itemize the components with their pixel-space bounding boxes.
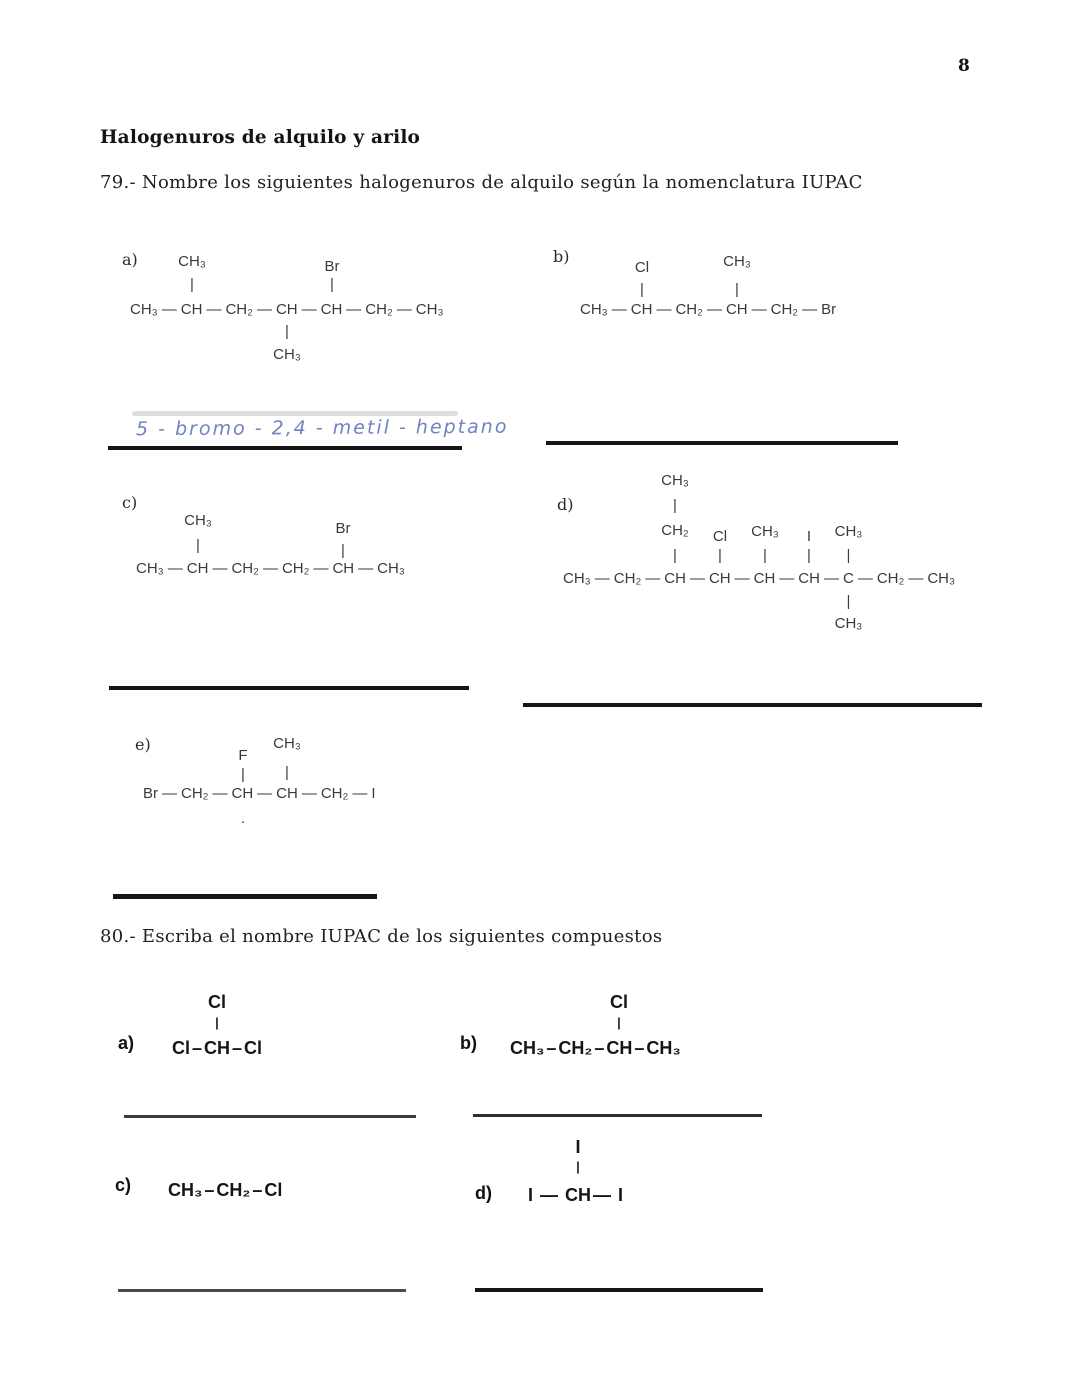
structure-item-label: a) xyxy=(122,250,138,269)
bond-dash: – xyxy=(546,1038,557,1058)
bond-dash: – xyxy=(204,1180,215,1200)
formula-chain xyxy=(563,570,955,587)
answer-line-q80a xyxy=(124,1115,416,1118)
atom-group: CH₂ xyxy=(231,560,259,577)
bond-dash: — xyxy=(301,301,317,318)
bond-vertical: | xyxy=(807,547,811,564)
formula-chain xyxy=(510,1038,681,1059)
substituent-group: CH₃ xyxy=(273,735,301,752)
atom-group: CH xyxy=(753,570,776,587)
substituent-group: Cl xyxy=(208,992,226,1012)
bond-vertical: | xyxy=(673,547,677,564)
substituent-group: I xyxy=(806,528,812,545)
atom-group: CH₃ xyxy=(415,301,444,318)
q80-prompt: 80.- Escriba el nombre IUPAC de los siguientes compuestos xyxy=(100,926,663,947)
bond-dash: – xyxy=(252,1180,263,1200)
atom-group: I xyxy=(618,1185,624,1205)
bond-dash: — xyxy=(857,570,873,587)
bond-vertical: | xyxy=(846,593,851,610)
atom-group: CH₃ xyxy=(563,570,591,587)
bond-vertical: | xyxy=(196,537,200,554)
section-heading: Halogenuros de alquilo y arilo xyxy=(100,127,421,148)
bond-dash: – xyxy=(634,1038,645,1058)
bond-dash: — xyxy=(751,301,767,318)
atom-group: CH xyxy=(725,301,748,318)
substituent-group: CH₃ xyxy=(661,472,689,489)
bond-vertical: | xyxy=(673,497,677,514)
atom-group: CH xyxy=(664,570,686,587)
handwritten-answer: 5 - bromo - 2,4 - metil - heptano xyxy=(135,415,509,441)
atom-group: Br xyxy=(821,301,837,318)
bond-dash: — xyxy=(162,785,177,802)
atom-group: CH₂ xyxy=(365,301,393,318)
structure-item-label: c) xyxy=(115,1175,132,1195)
atom-group: CH₃ xyxy=(136,560,164,577)
bond-vertical: | xyxy=(763,547,767,564)
bond-dash: — xyxy=(593,1185,617,1205)
substituent-group: CH₃ xyxy=(178,253,206,270)
formula-chain xyxy=(136,560,405,577)
bond-dash: — xyxy=(346,301,362,318)
bond-dash: – xyxy=(232,1038,243,1058)
substituent-group: CH₃ xyxy=(834,523,863,540)
atom-group: CH xyxy=(180,301,203,318)
bond-dash: — xyxy=(645,570,661,587)
bond-dash: — xyxy=(689,570,705,587)
formula-chain xyxy=(172,1038,262,1059)
bond-dash: – xyxy=(594,1038,605,1058)
atom-group: CH xyxy=(204,1038,231,1058)
structure-item-label: b) xyxy=(460,1033,477,1053)
bond-vertical: | xyxy=(285,323,289,340)
bond-dash: — xyxy=(656,301,672,318)
answer-line-q79d xyxy=(523,703,982,707)
bond-vertical: | xyxy=(285,764,289,781)
atom-group: CH₃ xyxy=(168,1180,203,1200)
bond-vertical: | xyxy=(330,276,334,293)
formula-chain xyxy=(143,785,376,802)
bond-dash: — xyxy=(257,785,273,802)
bond-dash: — xyxy=(535,1185,564,1205)
formula-chain xyxy=(580,301,836,318)
bond-vertical: | xyxy=(735,281,739,298)
atom-group: Cl xyxy=(264,1180,283,1200)
substituent-group: Cl xyxy=(634,259,650,276)
atom-group: CH₂ xyxy=(181,785,209,802)
bond-dash: — xyxy=(256,301,272,318)
atom-group: I xyxy=(371,785,376,802)
substituent-group: CH₃ xyxy=(273,346,301,363)
answer-line-q79b xyxy=(546,441,898,445)
bond-vertical: | xyxy=(617,1015,621,1030)
answer-line-q79c xyxy=(109,686,469,690)
bond-dash: — xyxy=(734,570,750,587)
bond-dash: — xyxy=(594,570,610,587)
atom-group: Br xyxy=(143,785,158,802)
bond-dash: — xyxy=(301,785,317,802)
substituent-group: I xyxy=(575,1137,581,1157)
atom-group: CH₂ xyxy=(558,1038,593,1058)
formula-chain xyxy=(528,1185,623,1206)
q79-prompt: 79.- Nombre los siguientes halogenuros de alquilo según la nomenclatura IUPAC xyxy=(100,172,863,193)
bond-vertical: | xyxy=(190,276,194,293)
atom-group: CH xyxy=(565,1185,592,1205)
atom-group: CH₃ xyxy=(580,301,608,318)
answer-line-q79a xyxy=(108,446,462,450)
structure-item-label: d) xyxy=(475,1183,492,1203)
bond-vertical: | xyxy=(241,766,245,783)
atom-group: CH₂ xyxy=(876,570,905,587)
atom-group: CH₃ xyxy=(510,1038,545,1058)
atom-group: C xyxy=(842,570,854,587)
answer-line-q80b xyxy=(473,1114,762,1117)
bond-dash: — xyxy=(396,301,412,318)
atom-group: CH xyxy=(320,301,343,318)
scan-artifact xyxy=(132,411,458,416)
atom-group: CH₃ xyxy=(927,570,956,587)
bond-dash: — xyxy=(167,560,183,577)
atom-group: CH xyxy=(798,570,820,587)
substituent-group: CH₃ xyxy=(184,512,212,529)
atom-group: CH₃ xyxy=(377,560,405,577)
structure-item-label: c) xyxy=(122,493,138,512)
substituent-group: CH₂ xyxy=(661,522,689,539)
bond-dash: — xyxy=(908,570,924,587)
substituent-group: Br xyxy=(324,258,340,275)
bond-dash: — xyxy=(802,301,818,318)
bond-dash: — xyxy=(358,560,374,577)
bond-dash: — xyxy=(823,570,839,587)
bond-dash: — xyxy=(313,560,329,577)
atom-group: CH₂ xyxy=(770,301,799,318)
substituent-group: CH₃ xyxy=(834,615,863,632)
structure-item-label: e) xyxy=(135,735,151,754)
bond-dash: — xyxy=(206,301,222,318)
atom-group: CH xyxy=(276,785,298,802)
atom-group: CH₂ xyxy=(225,301,253,318)
substituent-group: Cl xyxy=(712,528,728,545)
atom-group: CH₃ xyxy=(646,1038,681,1058)
atom-group: CH xyxy=(186,560,209,577)
page-number: 8 xyxy=(958,56,970,76)
bond-dash: — xyxy=(262,560,278,577)
formula-chain xyxy=(130,301,444,318)
substituent-group: CH₃ xyxy=(723,253,751,270)
atom-group: CH xyxy=(231,785,254,802)
bond-dash: – xyxy=(192,1038,203,1058)
atom-group: CH₂ xyxy=(675,301,703,318)
bond-dash: — xyxy=(706,301,722,318)
answer-line-q79e xyxy=(113,894,377,899)
structure-item-label: b) xyxy=(553,247,570,266)
bond-vertical: | xyxy=(640,281,644,298)
bond-dash: — xyxy=(611,301,627,318)
atom-group: CH₃ xyxy=(130,301,158,318)
bond-vertical: | xyxy=(576,1159,580,1174)
substituent-group: . xyxy=(240,810,246,827)
answer-line-q80d xyxy=(475,1288,763,1292)
bond-vertical: | xyxy=(718,547,722,564)
atom-group: CH₂ xyxy=(320,785,349,802)
answer-line-q80c xyxy=(118,1289,406,1292)
bond-dash: — xyxy=(352,785,368,802)
substituent-group: F xyxy=(238,747,248,764)
structure-item-label: d) xyxy=(557,495,574,514)
atom-group: CH₂ xyxy=(613,570,642,587)
bond-vertical: | xyxy=(846,547,851,564)
substituent-group: Cl xyxy=(610,992,628,1012)
bond-vertical: | xyxy=(215,1015,219,1030)
formula-chain xyxy=(168,1180,282,1201)
bond-dash: — xyxy=(212,560,228,577)
atom-group: Cl xyxy=(244,1038,263,1058)
atom-group: Cl xyxy=(172,1038,190,1058)
substituent-group: Br xyxy=(335,520,351,537)
atom-group: CH xyxy=(630,301,653,318)
atom-group: CH xyxy=(606,1038,633,1058)
atom-group: I xyxy=(528,1185,534,1205)
atom-group: CH xyxy=(708,570,731,587)
bond-vertical: | xyxy=(341,542,345,559)
atom-group: CH₂ xyxy=(281,560,310,577)
atom-group: CH₂ xyxy=(216,1180,251,1200)
substituent-group: CH₃ xyxy=(751,523,779,540)
bond-dash: — xyxy=(212,785,228,802)
bond-dash: — xyxy=(779,570,795,587)
atom-group: CH xyxy=(332,560,355,577)
structure-item-label: a) xyxy=(118,1033,135,1053)
bond-dash: — xyxy=(161,301,177,318)
atom-group: CH xyxy=(275,301,298,318)
